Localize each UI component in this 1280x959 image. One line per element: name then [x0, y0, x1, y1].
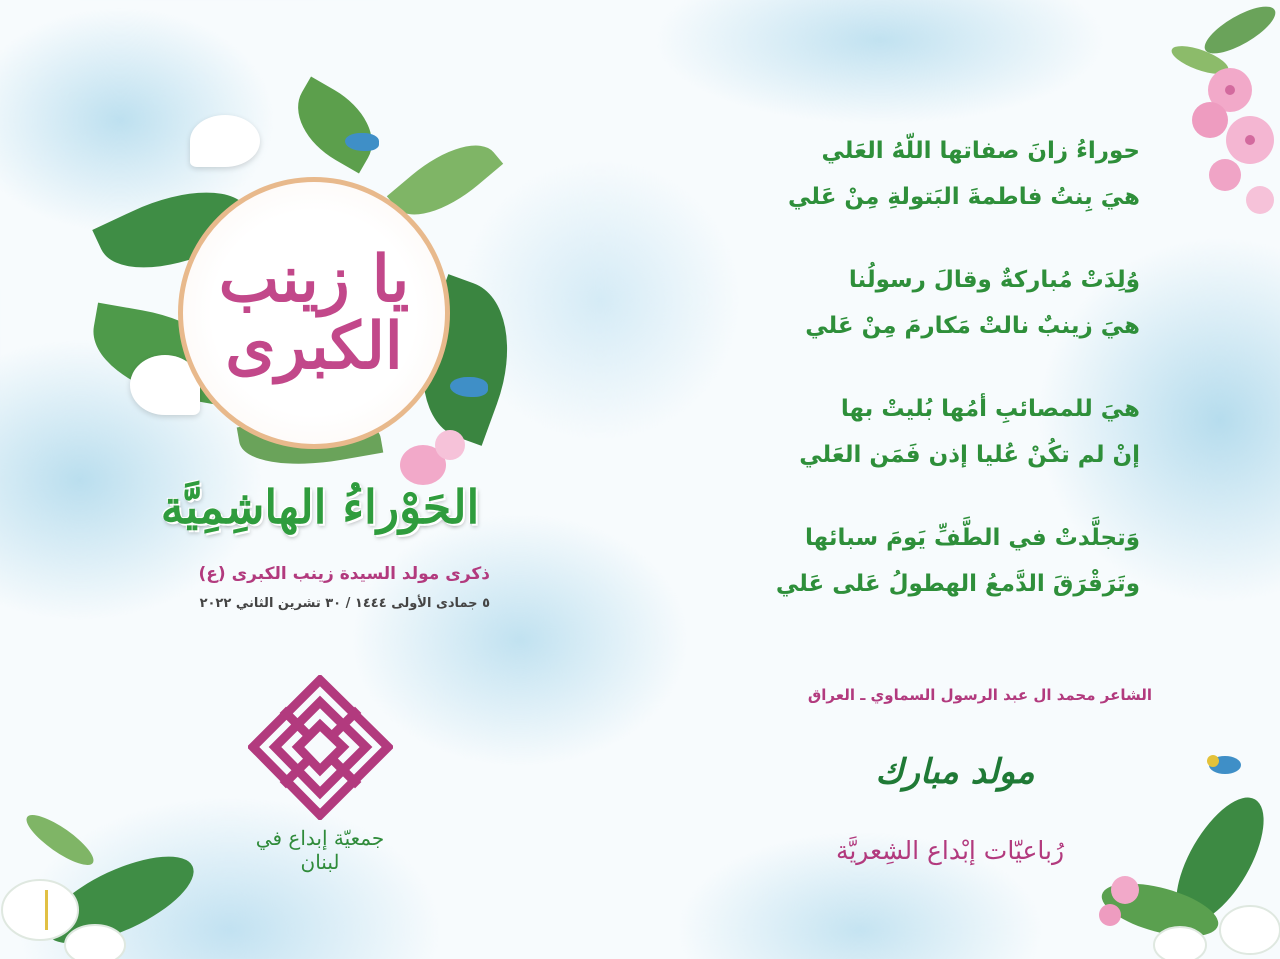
emblem-calligraphy: يا زينب الكبرى	[218, 241, 410, 384]
bird-icon	[450, 377, 488, 397]
bird-icon	[345, 133, 379, 151]
floral-corner-bottom-left	[0, 780, 210, 959]
blessing-calligraphy: مولد مبارك	[875, 752, 1035, 792]
verse-line: حوراءُ زانَ صفاتها اللّهُ العَلي	[821, 138, 1140, 164]
verse-line: هيَ زينبٌ نالتْ مَكارمَ مِنْ عَلي	[805, 313, 1140, 339]
poem-stanza	[700, 257, 1140, 349]
verse-line: إنْ لم تكُنْ عُليا إذن فَمَن العَلي	[799, 442, 1140, 468]
poem	[700, 128, 1140, 644]
floral-corner-bottom-right	[1080, 740, 1280, 959]
occasion-subtitle: ذكرى مولد السيدة زينب الكبرى (ع)	[198, 564, 490, 584]
poem-stanza	[700, 386, 1140, 478]
kufic-logo-icon	[248, 675, 393, 820]
leaf-decoration	[281, 77, 389, 174]
floral-corner-top-right	[1170, 0, 1280, 260]
main-title: الحَوْراءُ الهاشِمِيَّة	[160, 480, 480, 534]
verse-line: هيَ للمصائبِ أمُها بُليتْ بها	[840, 396, 1140, 422]
poem-stanza	[700, 128, 1140, 220]
calligraphy-emblem	[90, 85, 520, 495]
emblem-ring	[178, 177, 450, 449]
calla-lily-flower	[190, 115, 260, 167]
poem-stanza	[700, 515, 1140, 607]
poet-credit: الشاعر محمد ال عبد الرسول السماوي ـ العراق	[807, 686, 1152, 704]
verse-line: هيَ بِنتُ فاطمةَ البَتولةِ مِنْ عَلي	[788, 184, 1140, 210]
series-signature: رُباعيّات إبْداع الشِعريَّة	[835, 836, 1065, 865]
association-logo-text: جمعيّة إبداع في لبنان	[255, 826, 385, 874]
occasion-date: ٥ جمادى الأولى ١٤٤٤ / ٣٠ تشرين الثاني ٢٠٢٢	[199, 596, 490, 611]
verse-line: وتَرَقْرَقَ الدَّمعُ الهطولُ عَلى عَلي	[775, 571, 1140, 597]
verse-line: وُلِدَتْ مُباركةٌ وقالَ رسولُنا	[848, 267, 1140, 293]
verse-line: وَتجلَّدتْ في الطَّفِّ يَومَ سبائها	[805, 525, 1140, 551]
pink-blossom	[435, 430, 465, 460]
